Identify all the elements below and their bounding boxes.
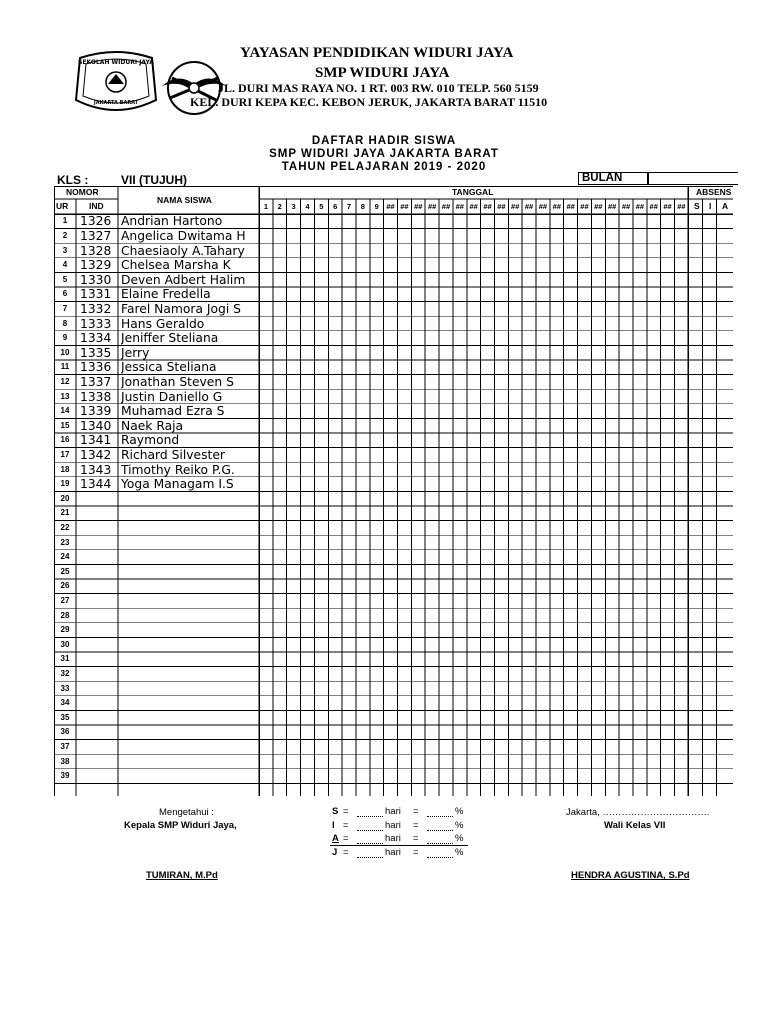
day-number: ## bbox=[386, 202, 395, 211]
student-id: 1328 bbox=[80, 243, 112, 258]
day-number: ## bbox=[441, 202, 451, 211]
summary-eq-2: = bbox=[413, 833, 419, 844]
day-number: ## bbox=[663, 202, 672, 211]
day-number: ## bbox=[469, 202, 478, 211]
summary-blank[interactable] bbox=[357, 830, 383, 831]
nomor-header: NOMOR bbox=[66, 187, 99, 197]
summary-hari: hari bbox=[385, 806, 401, 817]
row-number: 3 bbox=[62, 245, 68, 255]
summary-blank[interactable] bbox=[357, 816, 383, 817]
summary-blank[interactable] bbox=[427, 857, 453, 858]
kepala-name: TUMIRAN, M.Pd bbox=[146, 870, 218, 881]
day-number: 5 bbox=[319, 202, 324, 211]
row-number: 11 bbox=[60, 362, 70, 372]
student-name: Richard Silvester bbox=[121, 447, 225, 462]
bulan-box bbox=[578, 172, 648, 185]
absen-s-header: S bbox=[694, 201, 700, 211]
row-number: 32 bbox=[60, 668, 70, 678]
summary-eq: = bbox=[343, 833, 349, 844]
ind-header: IND bbox=[89, 201, 104, 211]
row-number: 30 bbox=[60, 639, 70, 649]
summary-pct: % bbox=[455, 819, 464, 831]
student-id: 1340 bbox=[80, 418, 112, 433]
student-name: Muhamad Ezra S bbox=[121, 404, 225, 419]
student-id: 1335 bbox=[80, 345, 112, 360]
day-number: ## bbox=[677, 202, 686, 211]
day-number: ## bbox=[497, 202, 506, 211]
summary-eq: = bbox=[343, 846, 349, 858]
row-number: 26 bbox=[60, 581, 70, 591]
absensi-header: ABSENS bbox=[696, 187, 732, 197]
row-number: 38 bbox=[60, 756, 70, 766]
day-number: ## bbox=[538, 202, 548, 211]
summary-key: S bbox=[332, 806, 339, 817]
tanggal-header: TANGGAL bbox=[452, 187, 494, 197]
student-id: 1342 bbox=[80, 447, 112, 462]
kepala-label: Kepala SMP Widuri Jaya, bbox=[124, 820, 237, 831]
row-number: 13 bbox=[60, 391, 70, 401]
row-number: 36 bbox=[60, 727, 70, 737]
wali-label: Wali Kelas VII bbox=[604, 820, 666, 831]
student-name: Chaesiaoly A.Tahary bbox=[121, 243, 245, 258]
summary-pct: % bbox=[455, 806, 464, 817]
day-number: ## bbox=[524, 202, 534, 211]
row-number: 14 bbox=[60, 406, 70, 416]
student-id: 1337 bbox=[80, 374, 112, 389]
row-number: 6 bbox=[62, 289, 68, 299]
summary-pct: % bbox=[455, 846, 464, 858]
address-line-1: JL. DURI MAS RAYA NO. 1 RT. 003 RW. 010 TELP. 560 5159 bbox=[218, 81, 539, 95]
seal-subtext: JAKARTA BARAT bbox=[93, 100, 139, 106]
summary-pct: % bbox=[455, 833, 464, 844]
day-number: 3 bbox=[291, 202, 296, 211]
row-number: 2 bbox=[62, 230, 68, 240]
summary-blank[interactable] bbox=[427, 816, 453, 817]
row-number: 29 bbox=[60, 625, 70, 635]
mengetahui-label: Mengetahui : bbox=[159, 807, 214, 818]
row-number: 10 bbox=[60, 347, 70, 357]
student-name: Farel Namora Jogi S bbox=[121, 301, 241, 316]
summary-blank[interactable] bbox=[427, 843, 453, 844]
row-number: 34 bbox=[60, 698, 70, 708]
row-number: 18 bbox=[60, 464, 70, 474]
day-number: 4 bbox=[305, 202, 310, 211]
summary-key: A bbox=[332, 833, 339, 844]
student-name: Hans Geraldo bbox=[121, 316, 205, 331]
day-number: ## bbox=[414, 202, 423, 211]
day-number: ## bbox=[427, 202, 437, 211]
student-name: Deven Adbert Halim bbox=[121, 272, 246, 287]
student-id: 1341 bbox=[80, 433, 112, 448]
summary-blank[interactable] bbox=[357, 857, 383, 858]
summary-hari: hari bbox=[385, 833, 401, 844]
nama-header: NAMA SISWA bbox=[157, 195, 212, 205]
summary-blank[interactable] bbox=[427, 830, 453, 831]
student-id: 1339 bbox=[80, 404, 112, 419]
student-id: 1329 bbox=[80, 258, 112, 273]
row-number: 1 bbox=[62, 216, 68, 226]
row-number: 39 bbox=[60, 771, 70, 781]
day-number: 9 bbox=[374, 202, 379, 211]
day-number: ## bbox=[608, 202, 617, 211]
school-name: SMP WIDURI JAYA bbox=[315, 65, 450, 81]
row-number: 21 bbox=[60, 508, 70, 518]
school-seal-logo bbox=[72, 48, 160, 114]
doc-subtitle: SMP WIDURI JAYA JAKARTA BARAT bbox=[269, 148, 499, 160]
row-number: 24 bbox=[60, 552, 70, 562]
student-id: 1332 bbox=[80, 301, 112, 316]
day-number: ## bbox=[580, 202, 589, 211]
student-id: 1338 bbox=[80, 389, 112, 404]
row-number: 23 bbox=[60, 537, 70, 547]
student-id: 1331 bbox=[80, 287, 112, 302]
row-number: 12 bbox=[60, 376, 70, 386]
kls-value: VII (TUJUH) bbox=[121, 173, 187, 187]
student-name: Jessica Steliana bbox=[121, 360, 217, 375]
foundation-name: YAYASAN PENDIDIKAN WIDURI JAYA bbox=[240, 45, 514, 61]
student-name: Angelica Dwitama H bbox=[121, 228, 246, 243]
row-number: 35 bbox=[60, 712, 70, 722]
row-number: 4 bbox=[62, 260, 68, 270]
student-name: Jerry bbox=[121, 345, 150, 360]
student-id: 1327 bbox=[80, 228, 112, 243]
row-number: 9 bbox=[62, 333, 68, 343]
row-number: 5 bbox=[62, 274, 68, 284]
row-number: 25 bbox=[60, 566, 70, 576]
student-name: Timothy Reiko P.G. bbox=[121, 462, 235, 477]
day-number: ## bbox=[511, 202, 520, 211]
row-number: 22 bbox=[60, 522, 70, 532]
summary-blank[interactable] bbox=[357, 843, 383, 844]
student-name: Yoga Managam I.S bbox=[121, 477, 234, 492]
student-id: 1330 bbox=[80, 272, 112, 287]
row-number: 37 bbox=[60, 741, 70, 751]
day-number: ## bbox=[621, 202, 631, 211]
day-number: ## bbox=[635, 202, 645, 211]
summary-total-line bbox=[330, 845, 468, 846]
wali-name: HENDRA AGUSTINA, S.Pd bbox=[571, 870, 690, 881]
student-id: 1344 bbox=[80, 477, 112, 492]
student-name: Raymond bbox=[121, 433, 180, 448]
doc-title: DAFTAR HADIR SISWA bbox=[311, 135, 457, 147]
row-number: 17 bbox=[60, 449, 70, 459]
day-number: ## bbox=[566, 202, 575, 211]
row-number: 20 bbox=[60, 493, 70, 503]
student-name: Justin Daniello G bbox=[121, 389, 223, 404]
day-number: 2 bbox=[277, 202, 282, 211]
bulan-label: BULAN bbox=[582, 172, 623, 184]
summary-eq-2: = bbox=[413, 819, 419, 831]
student-name: Jonathan Steven S bbox=[121, 374, 234, 389]
doc-year: TAHUN PELAJARAN 2019 - 2020 bbox=[281, 161, 487, 173]
student-id: 1326 bbox=[80, 214, 112, 229]
summary-hari: hari bbox=[385, 846, 401, 858]
summary-eq: = bbox=[343, 806, 349, 817]
day-number: ## bbox=[649, 202, 658, 211]
summary-key: J bbox=[332, 846, 338, 858]
ur-header: UR bbox=[56, 201, 69, 211]
summary-key: I bbox=[332, 819, 335, 831]
student-name: Andrian Hartono bbox=[121, 214, 223, 229]
address-line-2: KEL. DURI KEPA KEC. KEBON JERUK, JAKARTA BARAT 11510 bbox=[190, 95, 548, 109]
row-number: 16 bbox=[60, 435, 70, 445]
absen-a-header: A bbox=[722, 201, 729, 211]
student-id: 1333 bbox=[80, 316, 112, 331]
student-name: Naek Raja bbox=[121, 418, 184, 433]
day-number: ## bbox=[594, 202, 603, 211]
row-number: 15 bbox=[60, 420, 70, 430]
summary-eq-2: = bbox=[413, 806, 419, 817]
summary-eq: = bbox=[343, 819, 349, 831]
day-number: 6 bbox=[333, 202, 338, 211]
bulan-input[interactable] bbox=[648, 172, 738, 185]
day-number: ## bbox=[400, 202, 409, 211]
student-name: Chelsea Marsha K bbox=[121, 258, 231, 273]
row-number: 27 bbox=[60, 595, 70, 605]
day-number: ## bbox=[483, 202, 492, 211]
jakarta-date: Jakarta, ……………………………. bbox=[566, 807, 710, 818]
row-number: 8 bbox=[62, 318, 68, 328]
summary-hari: hari bbox=[385, 819, 401, 831]
student-name: Jeniffer Steliana bbox=[121, 331, 219, 346]
row-number: 19 bbox=[60, 479, 70, 489]
row-number: 7 bbox=[62, 303, 68, 313]
row-number: 28 bbox=[60, 610, 70, 620]
day-number: 1 bbox=[263, 202, 268, 211]
student-name: Elaine Fredella bbox=[121, 287, 211, 302]
absen-i-header: I bbox=[709, 201, 712, 211]
kls-label: KLS : bbox=[57, 173, 89, 187]
day-number: ## bbox=[455, 202, 464, 211]
row-number: 33 bbox=[60, 683, 70, 693]
student-id: 1336 bbox=[80, 360, 112, 375]
day-number: ## bbox=[552, 202, 561, 211]
student-id: 1343 bbox=[80, 462, 112, 477]
student-id: 1334 bbox=[80, 331, 112, 346]
day-number: 7 bbox=[346, 202, 352, 211]
row-number: 31 bbox=[60, 654, 70, 664]
day-number: 8 bbox=[360, 202, 365, 211]
summary-eq-2: = bbox=[413, 846, 419, 858]
seal-text: SEKOLAH WIDURI JAYA bbox=[78, 59, 154, 66]
